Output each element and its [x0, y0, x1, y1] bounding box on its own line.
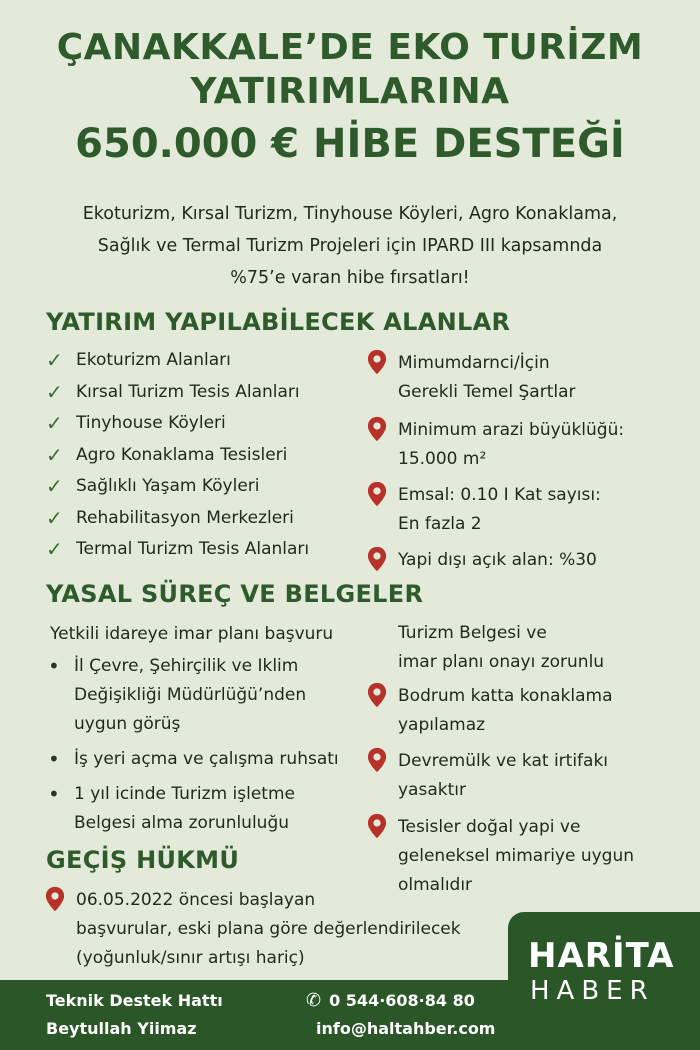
phone-icon: ✆ [306, 990, 322, 1011]
list-item: ✓ Kırsal Turizm Tesis Alanları [46, 377, 309, 409]
map-pin-icon [366, 682, 388, 708]
requirement-item: Yapi dışı açık alan: %30 [366, 546, 597, 575]
legal-right-item: Tesisler doğal yapi ve geleneksel mimariye uygun olmalıdır [366, 813, 634, 900]
subtitle-line-1: Ekoturizm, Kırsal Turizm, Tinyhouse Köyleri, Agro Konaklama, [82, 204, 618, 224]
map-pin-icon [366, 747, 388, 773]
map-pin-icon [366, 349, 388, 375]
subtitle-line-3: %75’e varan hibe fırsatları! [230, 268, 470, 288]
map-pin-icon [366, 546, 388, 572]
legal-right-item: Bodrum katta konaklama yapılamaz [366, 682, 613, 740]
list-item: ✓ Sağlıklı Yaşam Köyleri [46, 471, 309, 503]
list-item: • İş yeri açma ve çalışma ruhsatı [48, 747, 339, 771]
logo-line-1: HARİTA [528, 936, 675, 976]
list-item: • 1 yıl icinde Turizm işletme Belgesi alma zorunluluğu [48, 782, 295, 833]
requirement-item: Mimumdarnci/İçin Gerekli Temel Şartlar [366, 349, 576, 407]
list-item: ✓ Termal Turizm Tesis Alanları [46, 534, 309, 566]
support-label: Teknik Destek Hattı [46, 991, 223, 1010]
headline-line-1: ÇANAKKALE’DE EKO TURİZM [56, 27, 644, 68]
email-link[interactable]: info@haltahber.com [316, 1019, 496, 1038]
requirement-item: Emsal: 0.10 I Kat sayısı: En fazla 2 [366, 481, 601, 539]
transition-heading: GEÇİŞ HÜKMÜ [46, 846, 240, 874]
headline [0, 26, 700, 172]
requirement-item: Minimum arazi büyüklüğü: 15.000 m² [366, 416, 624, 474]
map-pin-icon [366, 416, 388, 442]
map-pin-icon [366, 813, 388, 839]
investment-list [46, 345, 309, 566]
logo-line-2: HABER [530, 976, 655, 1006]
list-item: ✓ Ekoturizm Alanları [46, 345, 309, 377]
headline-line-3: 650.000 € HİBE DESTEĞİ [75, 121, 625, 167]
check-icon: ✓ [46, 348, 63, 372]
legal-bullets [48, 652, 368, 844]
transition-item: 06.05.2022 öncesi başlayan başvurular, eski plana göre değerlendirilecek (yoğunluk/sınır artışı hariç) [44, 886, 461, 973]
check-icon: ✓ [46, 474, 63, 498]
check-icon: ✓ [46, 505, 63, 530]
legal-right-intro: Turizm Belgesi ve imar planı onayı zorunlu [398, 623, 605, 672]
subtitle [20, 198, 680, 294]
harita-haber-logo [508, 912, 700, 1050]
headline-line-2: YATIRIMLARINA [190, 71, 510, 112]
check-icon: ✓ [46, 442, 63, 467]
list-item: ✓ Agro Konaklama Tesisleri [46, 440, 309, 472]
check-icon: ✓ [46, 411, 63, 435]
legal-intro: Yetkili idareye imar planı başvuru [50, 624, 334, 644]
map-pin-icon [366, 481, 388, 507]
list-item: ✓ Rehabilitasyon Merkezleri [46, 503, 309, 535]
subtitle-line-2: Sağlık ve Termal Turizm Projeleri için IPARD III kapsamnda [97, 236, 603, 256]
map-pin-icon [44, 886, 66, 912]
legal-heading: YASAL SÜREÇ VE BELGELER [46, 580, 424, 608]
list-item: • İl Çevre, Şehirçilik ve Iklim Değişikliği Müdürlüğü’nden uygun görüş [48, 654, 307, 734]
legal-right-item: Devremülk ve kat irtifakı yasaktır [366, 747, 608, 805]
check-icon: ✓ [46, 537, 63, 561]
check-icon: ✓ [46, 379, 63, 404]
list-item: ✓ Tinyhouse Köyleri [46, 408, 309, 440]
contact-name: Beytullah Yiimaz [46, 1019, 197, 1038]
phone-link[interactable]: ✆ 0 544·608·84 80 [306, 986, 475, 1016]
investment-heading: YATIRIM YAPILABİLECEK ALANLAR [46, 308, 511, 336]
